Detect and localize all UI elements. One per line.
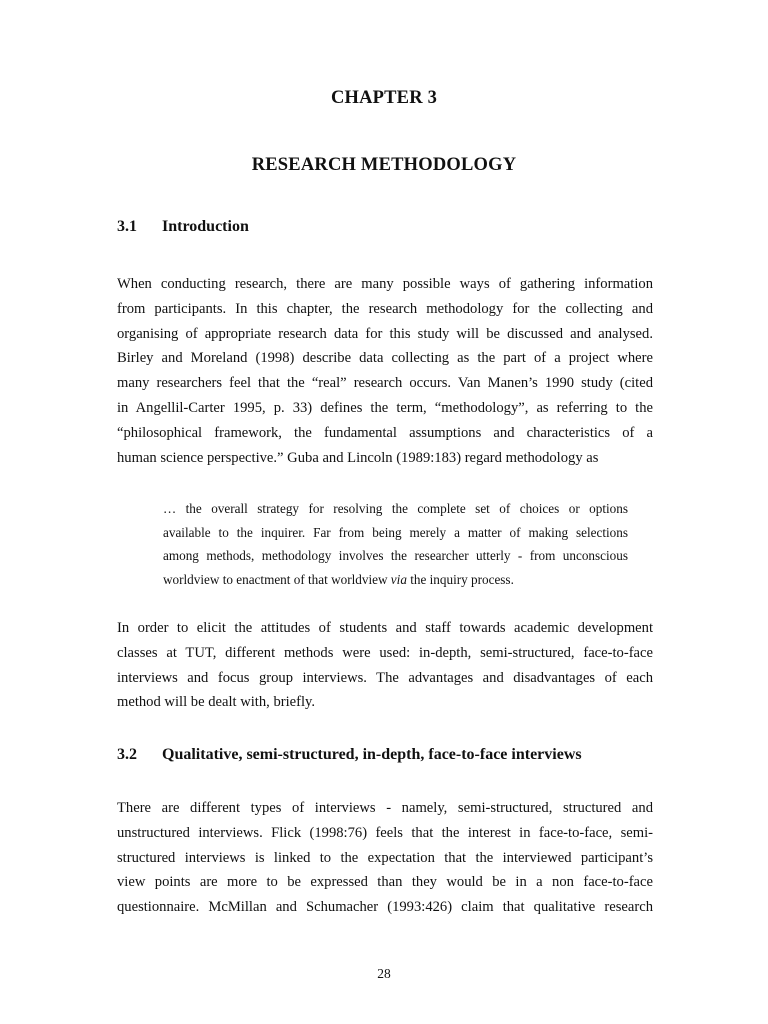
text-line: questionnaire. McMillan and Schumacher (1993:426) claim that qualitative research bbox=[117, 899, 653, 916]
text-line: When conducting research, there are many possible ways of gathering information bbox=[117, 276, 653, 292]
text-line: human science perspective.” Guba and Lincoln (1989:183) regard methodology as bbox=[117, 449, 599, 466]
chapter-subtitle: RESEARCH METHODOLOGY bbox=[251, 155, 517, 175]
section-heading-interviews bbox=[117, 746, 582, 764]
text-line: There are different types of interviews - namely, semi-structured, structured and bbox=[117, 800, 653, 816]
text-line: structured interviews is linked to the expectation that the interviewed participant’s bbox=[117, 849, 653, 866]
section-number: 3.2 bbox=[117, 746, 137, 763]
quote-line bbox=[163, 568, 628, 592]
text-line: organising of appropriate research data for this study will be discussed and analysed. bbox=[117, 325, 653, 342]
page-number: 28 bbox=[377, 966, 391, 981]
text-line: Birley and Moreland (1998) describe data collecting as the part of a project where bbox=[117, 350, 653, 367]
text-line: method will be dealt with, briefly. bbox=[117, 694, 316, 711]
section-title: Qualitative, semi-structured, in-depth, face-to-face interviews bbox=[162, 746, 582, 763]
quote-text: worldview to enactment of that worldview bbox=[163, 571, 391, 587]
quote-line: available to the inquirer. Far from being merely a matter of making selections bbox=[163, 524, 628, 540]
quote-text: the inquiry process. bbox=[406, 571, 514, 587]
text-line: “philosophical framework, the fundamental assumptions and characteristics of a bbox=[117, 424, 653, 441]
text-line: classes at TUT, different methods were used: in-depth, semi-structured, face-to-face bbox=[117, 644, 653, 661]
text-line: many researchers feel that the “real” research occurs. Van Manen’s 1990 study (cited bbox=[117, 375, 653, 392]
text-line: In order to elicit the attitudes of students and staff towards academic development bbox=[117, 620, 653, 636]
text-line: in Angellil-Carter 1995, p. 33) defines the term, “methodology”, as referring to the bbox=[117, 399, 653, 416]
paragraph-methods bbox=[117, 616, 653, 715]
text-line: view points are more to be expressed than they would be in a non face-to-face bbox=[117, 874, 653, 891]
text-line: unstructured interviews. Flick (1998:76) feels that the interest in face-to-face, semi- bbox=[117, 824, 653, 841]
paragraph-introduction bbox=[117, 272, 653, 470]
block-quote bbox=[163, 497, 628, 591]
section-title: Introduction bbox=[162, 218, 249, 235]
quote-italic-word: via bbox=[390, 571, 407, 587]
text-line: from participants. In this chapter, the research methodology for the collecting and bbox=[117, 300, 653, 317]
quote-line: among methods, methodology involves the researcher utterly - from unconscious bbox=[163, 548, 628, 563]
section-heading-introduction bbox=[117, 218, 249, 236]
text-line: interviews and focus group interviews. The advantages and disadvantages of each bbox=[117, 669, 653, 686]
quote-line: … the overall strategy for resolving the complete set of choices or options bbox=[163, 501, 628, 516]
chapter-title: CHAPTER 3 bbox=[330, 88, 438, 108]
paragraph-interviews bbox=[117, 796, 653, 920]
section-number: 3.1 bbox=[117, 218, 137, 235]
